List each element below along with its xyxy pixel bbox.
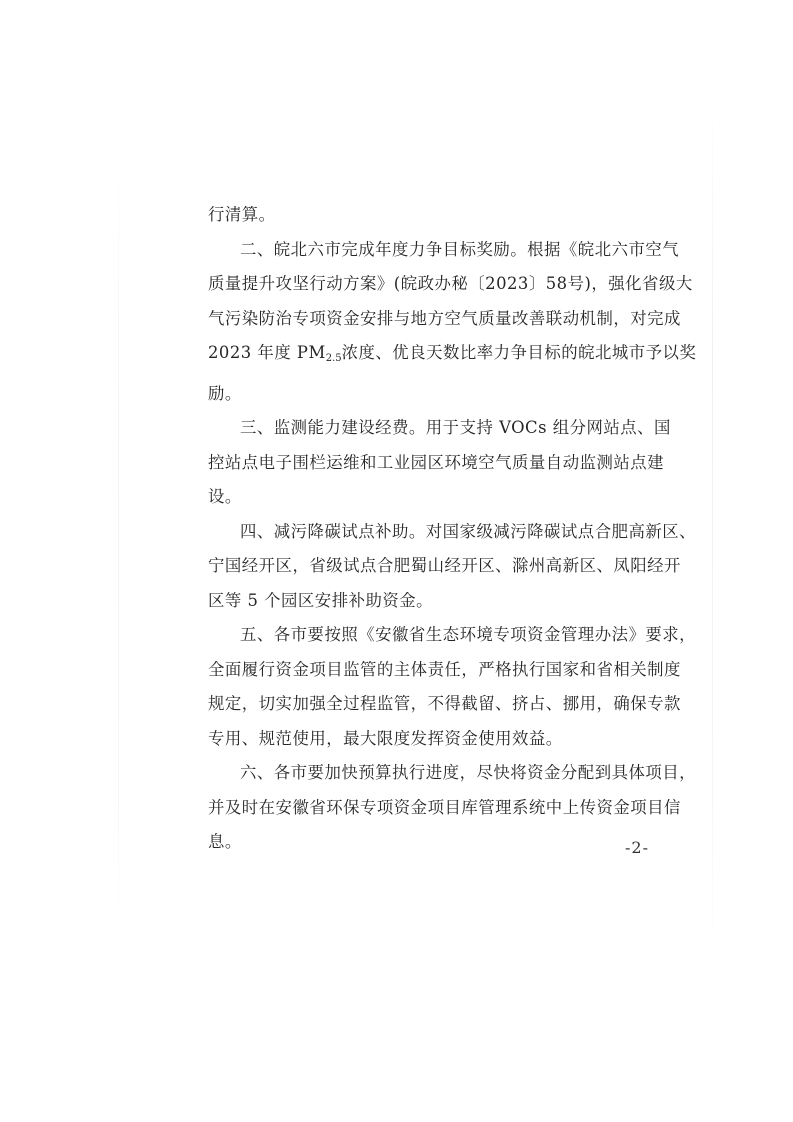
- text-line: 规定，切实加强全过程监管，不得截留、挤占、挪用，确保专款: [208, 694, 681, 713]
- paragraph-monitoring: [208, 411, 676, 515]
- text-line: 区等 5 个园区安排补助资金。: [208, 590, 434, 610]
- text-line: 六、各市要加快预算执行进度，尽快将资金分配到具体项目，: [240, 763, 697, 782]
- text-line: 行清算。: [208, 205, 276, 224]
- scan-edge-right: [712, 95, 713, 955]
- text-line: 并及时在安徽省环保专项资金项目库管理系统中上传资金项目信: [208, 797, 681, 817]
- paragraph-carbon-pilot: [208, 515, 697, 619]
- text-line: 控站点电子围栏运维和工业园区环境空气质量自动监测站点建: [208, 452, 665, 472]
- text-line: 励。: [208, 383, 242, 403]
- text-line: 息。: [208, 832, 242, 851]
- text-segment: 浓度、优良天数比率力争目标的皖北城市予以奖: [341, 343, 697, 362]
- document-body: [208, 198, 697, 860]
- page-number: -2-: [625, 838, 649, 857]
- text-line: 设。: [208, 487, 242, 506]
- text-segment: 2023 年度 PM: [208, 343, 326, 362]
- paragraph-supervision: [208, 618, 697, 756]
- pm-subscript: 2.5: [325, 353, 342, 364]
- text-line: 三、监测能力建设经费。用于支持 VOCs 组分网站点、国: [240, 418, 671, 437]
- paragraph-wanbei-reward: [208, 233, 697, 412]
- text-line: 气污染防治专项资金安排与地方空气质量改善联动机制，对完成: [208, 308, 681, 328]
- text-line-pm25: [208, 336, 697, 377]
- text-line: 五、各市要按照《安徽省生态环境专项资金管理办法》要求，: [240, 625, 697, 644]
- text-line: 全面履行资金项目监管的主体责任，严格执行国家和省相关制度: [208, 659, 681, 679]
- scan-edge-left: [118, 120, 119, 940]
- text-line: 四、减污降碳试点补助。对国家级减污降碳试点合肥高新区、: [240, 521, 697, 541]
- text-line: 质量提升攻坚行动方案》(皖政办秘〔2023〕58号)，强化省级大: [208, 274, 693, 293]
- text-line: 二、皖北六市完成年度力争目标奖励。根据《皖北六市空气: [240, 239, 680, 259]
- text-line: 专用、规范使用，最大限度发挥资金使用效益。: [208, 728, 563, 748]
- paragraph-budget-execution: [208, 756, 697, 860]
- paragraph-continuation: [208, 198, 676, 233]
- text-line: 宁国经开区，省级试点合肥蜀山经开区、滁州高新区、凤阳经开: [208, 556, 681, 575]
